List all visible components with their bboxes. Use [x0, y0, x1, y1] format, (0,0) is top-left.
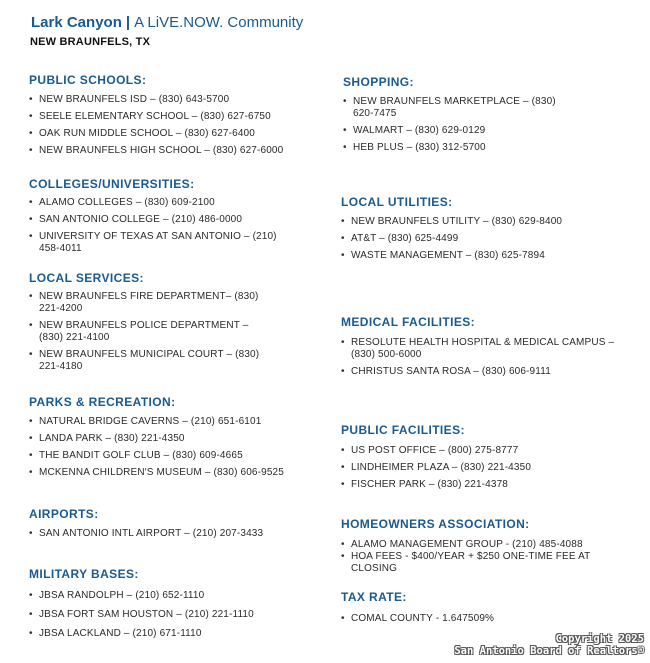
- list-item: • WALMART – (830) 629-0129: [343, 125, 558, 137]
- section-title: HOMEOWNERS ASSOCIATION:: [341, 517, 530, 531]
- item-list: [29, 197, 289, 255]
- list-item: • AT&T – (830) 625-4499: [341, 233, 631, 245]
- section-military: [29, 567, 314, 647]
- section-tax-rate: [341, 590, 611, 630]
- list-item: • THE BANDIT GOLF CLUB – (830) 609-4665: [29, 450, 314, 462]
- list-item: • HOA FEES - $400/YEAR + $250 ONE-TIME FEE AT CLOSING: [341, 551, 611, 575]
- item-list: [29, 291, 269, 373]
- section-title: MEDICAL FACILITIES:: [341, 315, 476, 329]
- list-item: • COMAL COUNTY - 1.647509%: [341, 613, 611, 625]
- section-title: LOCAL SERVICES:: [29, 271, 144, 285]
- section-title: AIRPORTS:: [29, 507, 99, 521]
- community-name: Lark Canyon: [31, 14, 122, 31]
- section-hoa: [341, 517, 611, 575]
- list-item: • NEW BRAUNFELS ISD – (830) 643-5700: [29, 94, 314, 106]
- community-tagline: A LiVE.NOW. Community: [134, 14, 304, 31]
- list-item: • RESOLUTE HEALTH HOSPITAL & MEDICAL CAMPUS – (830) 500-6000: [341, 337, 626, 361]
- list-item: • NEW BRAUNFELS MARKETPLACE – (830) 620-7475: [343, 96, 558, 120]
- section-title: PUBLIC SCHOOLS:: [29, 73, 147, 87]
- item-list: [29, 528, 314, 540]
- list-item: • SAN ANTONIO COLLEGE – (210) 486-0000: [29, 214, 289, 226]
- list-item: • NEW BRAUNFELS HIGH SCHOOL – (830) 627-6000: [29, 145, 314, 157]
- item-list: [341, 613, 611, 625]
- section-title: TAX RATE:: [341, 590, 407, 604]
- section-parks: [29, 395, 314, 484]
- page-header: [31, 14, 303, 31]
- item-list: [341, 216, 631, 262]
- list-item: • LINDHEIMER PLAZA – (830) 221-4350: [341, 462, 631, 474]
- list-item: • JBSA RANDOLPH – (210) 652-1110: [29, 590, 314, 602]
- section-colleges: [29, 177, 289, 260]
- list-item: • NEW BRAUNFELS FIRE DEPARTMENT– (830) 221-4200: [29, 291, 269, 315]
- list-item: • NEW BRAUNFELS UTILITY – (830) 629-8400: [341, 216, 631, 228]
- item-list: [341, 539, 611, 575]
- copyright-line: Copyright 2025: [555, 633, 644, 645]
- list-item: • MCKENNA CHILDREN'S MUSEUM – (830) 606-9525: [29, 467, 314, 479]
- section-public-schools: [29, 73, 314, 162]
- list-item: • NATURAL BRIDGE CAVERNS – (210) 651-6101: [29, 416, 314, 428]
- copyright-watermark: [454, 633, 644, 657]
- list-item: • ALAMO MANAGEMENT GROUP - (210) 485-4088: [341, 539, 611, 551]
- list-item: • ALAMO COLLEGES – (830) 609-2100: [29, 197, 289, 209]
- item-list: [29, 590, 314, 640]
- item-list: [341, 337, 626, 378]
- list-item: • NEW BRAUNFELS MUNICIPAL COURT – (830) 221-4180: [29, 349, 269, 373]
- item-list: [29, 416, 314, 479]
- list-item: • OAK RUN MIDDLE SCHOOL – (830) 627-6400: [29, 128, 314, 140]
- list-item: • JBSA LACKLAND – (210) 671-1110: [29, 628, 314, 640]
- section-title: SHOPPING:: [343, 75, 414, 89]
- list-item: • LANDA PARK – (830) 221-4350: [29, 433, 314, 445]
- list-item: • WASTE MANAGEMENT – (830) 625-7894: [341, 250, 631, 262]
- list-item: • HEB PLUS – (830) 312-5700: [343, 142, 558, 154]
- section-medical: [341, 315, 626, 383]
- section-airports: [29, 507, 314, 545]
- section-title: PARKS & RECREATION:: [29, 395, 176, 409]
- section-utilities: [341, 195, 631, 267]
- list-item: • FISCHER PARK – (830) 221-4378: [341, 479, 631, 491]
- section-shopping: [343, 75, 558, 159]
- section-local-services: [29, 271, 269, 378]
- copyright-owner: San Antonio Board of Realtors®: [454, 645, 644, 657]
- section-title: COLLEGES/UNIVERSITIES:: [29, 177, 195, 191]
- list-item: • SAN ANTONIO INTL AIRPORT – (210) 207-3433: [29, 528, 314, 540]
- location-subtitle: NEW BRAUNFELS, TX: [30, 36, 151, 48]
- list-item: • CHRISTUS SANTA ROSA – (830) 606-9111: [341, 366, 626, 378]
- list-item: • US POST OFFICE – (800) 275-8777: [341, 445, 631, 457]
- section-title: LOCAL UTILITIES:: [341, 195, 453, 209]
- list-item: • NEW BRAUNFELS POLICE DEPARTMENT – (830) 221-4100: [29, 320, 269, 344]
- list-item: • UNIVERSITY OF TEXAS AT SAN ANTONIO – (210) 458-4011: [29, 231, 289, 255]
- section-title: MILITARY BASES:: [29, 567, 139, 581]
- item-list: [29, 94, 314, 157]
- list-item: • JBSA FORT SAM HOUSTON – (210) 221-1110: [29, 609, 314, 621]
- section-title: PUBLIC FACILITIES:: [341, 423, 465, 437]
- list-item: • SEELE ELEMENTARY SCHOOL – (830) 627-6750: [29, 111, 314, 123]
- item-list: [343, 96, 558, 154]
- section-public-facilities: [341, 423, 631, 496]
- header-separator: |: [125, 14, 131, 31]
- item-list: [341, 445, 631, 491]
